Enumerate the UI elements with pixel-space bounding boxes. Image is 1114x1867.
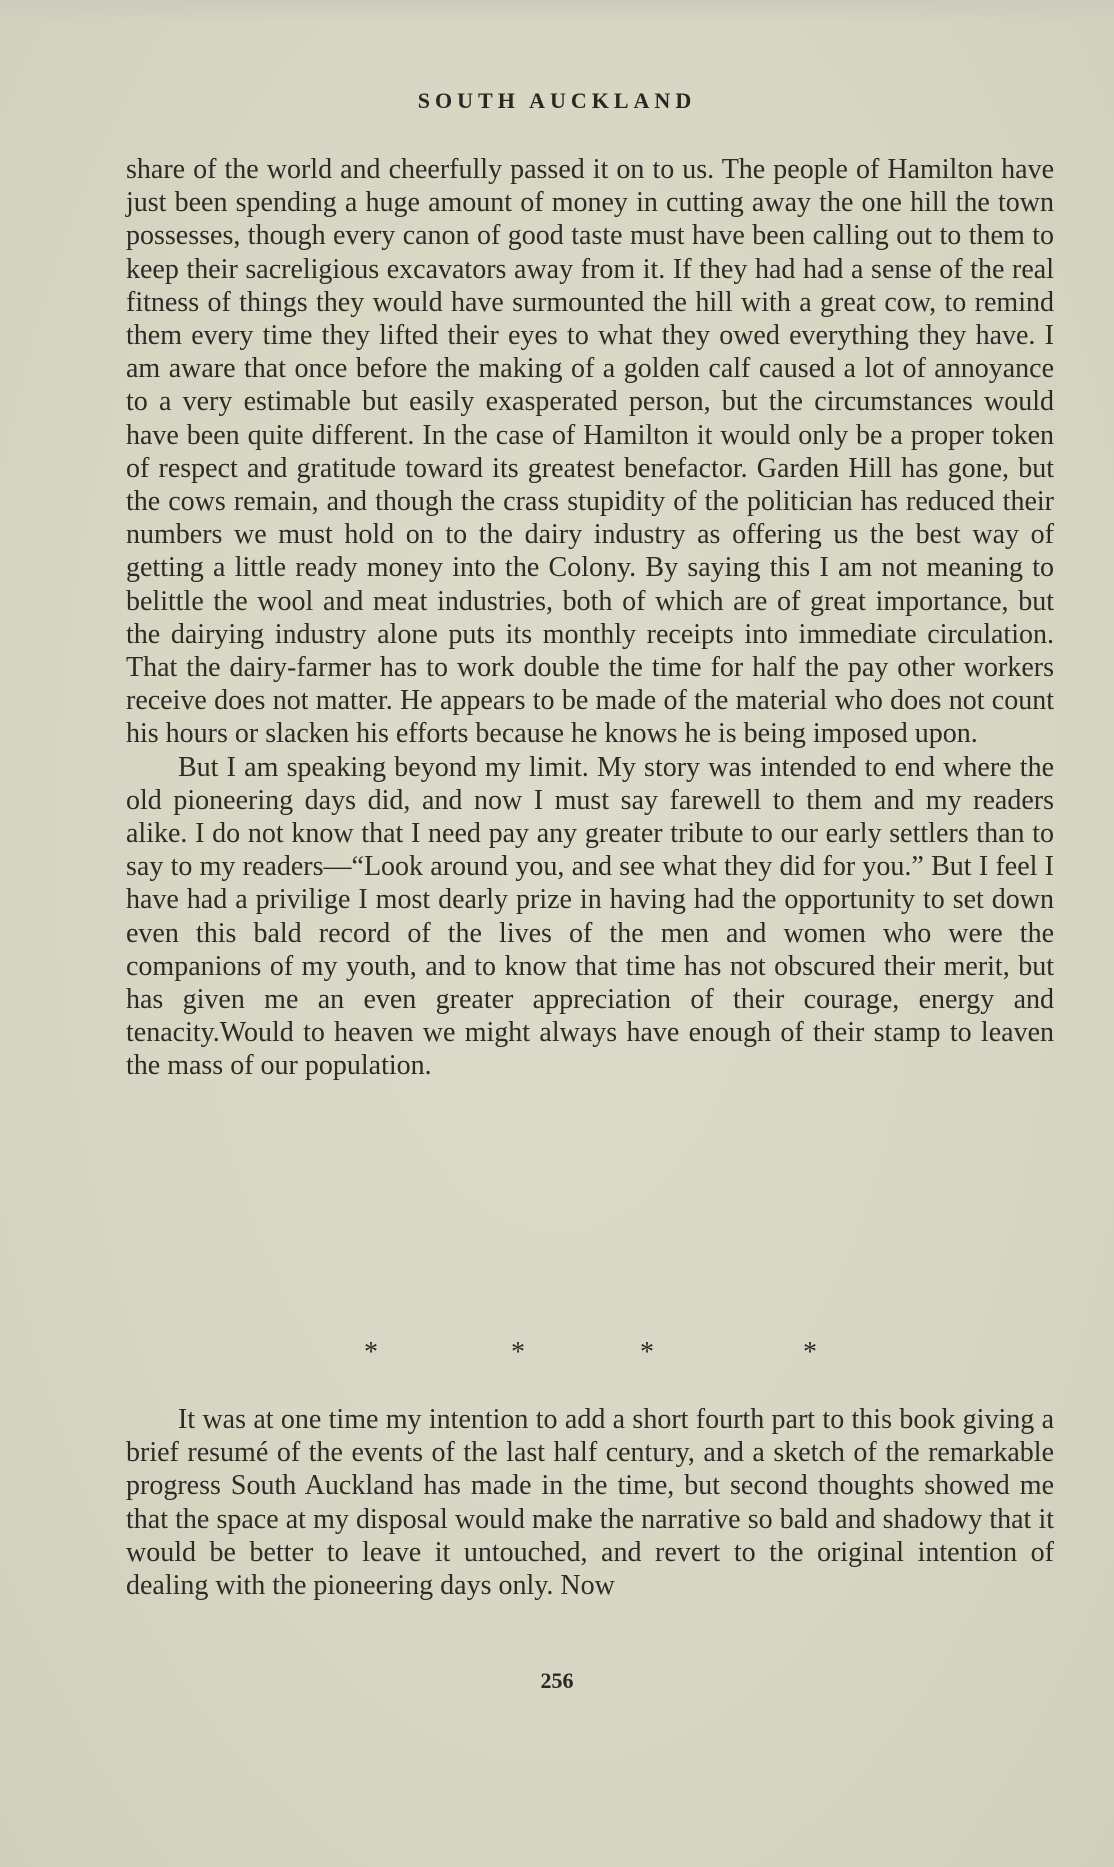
paragraph-intention: It was at one time my intention to add a short fourth part to this book giving a brief resumé of the events of the last half century, and a sketch of the remarkable progress South Auckland has made in the time, but second thoughts showed me that the space at my disposal would make the narrative so bald and shadowy that it would be better to leave it untouched, and revert to the original intention of dealing with the pioneering days only. Now [126, 1404, 1054, 1602]
page-number: 256 [540, 1668, 574, 1693]
main-text-block [126, 153, 1054, 1083]
paragraph-continued: share of the world and cheerfully passed it on to us. The people of Hamilton have just been spending a huge amount of money in cutting away the one hill the town possesses, though every canon of good taste must have been calling out to them to keep their sacreligious excavators away from it. If they had had a sense of the real fitness of things they would have surmounted the hill with a great cow, to remind them every time they lifted their eyes to what they owed everything they have. I am aware that once before the making of a golden calf caused a lot of annoyance to a very estimable but easily exasperated person, but the circumstances would have been quite different. In the case of Hamilton it would only be a proper token of respect and gratitude toward its greatest benefactor. Garden Hill has gone, but the cows remain, and though the crass stupidity of the politician has reduced their numbers we must hold on to the dairy industry as offering us the best way of getting a little ready money into the Colony. By saying this I am not meaning to belittle the wool and meat industries, both of which are of great importance, but the dairying industry alone puts its monthly receipts into immediate circulation. That the dairy-farmer has to work double the time for half the pay other workers receive does not matter. He appears to be made of the material who does not count his hours or slacken his efforts because he knows he is being imposed upon. [126, 154, 1054, 750]
separator-star: * [511, 1337, 525, 1368]
section-separator [0, 1337, 1114, 1367]
running-head: SOUTH AUCKLAND [417, 88, 697, 113]
separator-star: * [640, 1337, 654, 1368]
separator-star: * [364, 1337, 378, 1368]
closing-text-block [126, 1403, 1054, 1602]
paragraph-farewell: But I am speaking beyond my limit. My story was intended to end where the old pioneering days did, and now I must say farewell to them and my readers alike. I do not know that I need pay any greater tribute to our early settlers than to say to my readers—“Look around you, and see what they did for you.” But I feel I have had a privilige I most dearly prize in having had the opportunity to set down even this bald record of the lives of the men and women who were the companions of my youth, and to know that time has not obscured their merit, but has given me an even greater appreciation of their courage, energy and tenacity.Would to heaven we might always have enough of their stamp to leaven the mass of our population. [126, 751, 1054, 1082]
page-edge-shadow [0, 0, 1114, 22]
separator-star: * [803, 1337, 817, 1368]
